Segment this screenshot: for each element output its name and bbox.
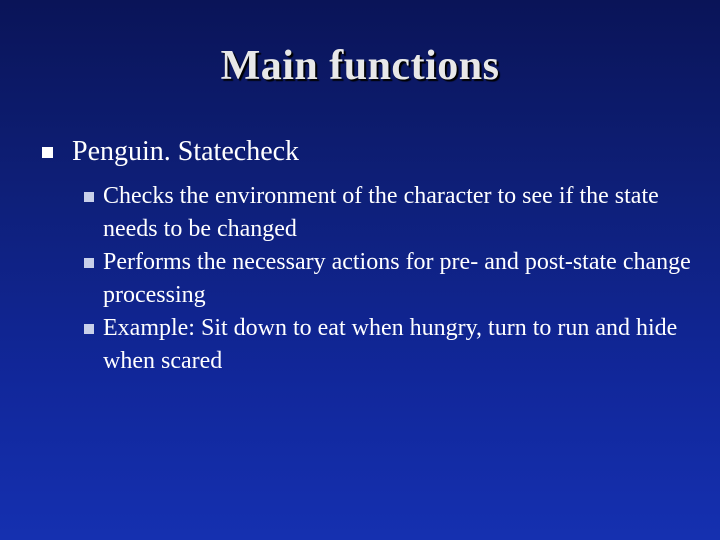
bullet-text: Penguin. Statecheck	[72, 136, 300, 167]
square-bullet-icon	[84, 258, 94, 268]
slide-title: Main functions	[220, 43, 500, 89]
sub-bullet-text: Checks the environment of the character to see if the state needs to be changed	[103, 183, 659, 242]
sub-bullet-text: Performs the necessary actions for pre- and post-state change processing	[103, 249, 691, 308]
square-bullet-icon	[84, 192, 94, 202]
sub-bullet-item	[84, 246, 694, 312]
sub-bullet-text: Example: Sit down to eat when hungry, turn to run and hide when scared	[103, 315, 678, 374]
sub-bullet-item	[84, 180, 694, 246]
square-bullet-icon	[42, 147, 53, 158]
square-bullet-icon	[84, 324, 94, 334]
sub-bullet-list	[84, 180, 694, 378]
sub-bullet-item	[84, 312, 694, 378]
